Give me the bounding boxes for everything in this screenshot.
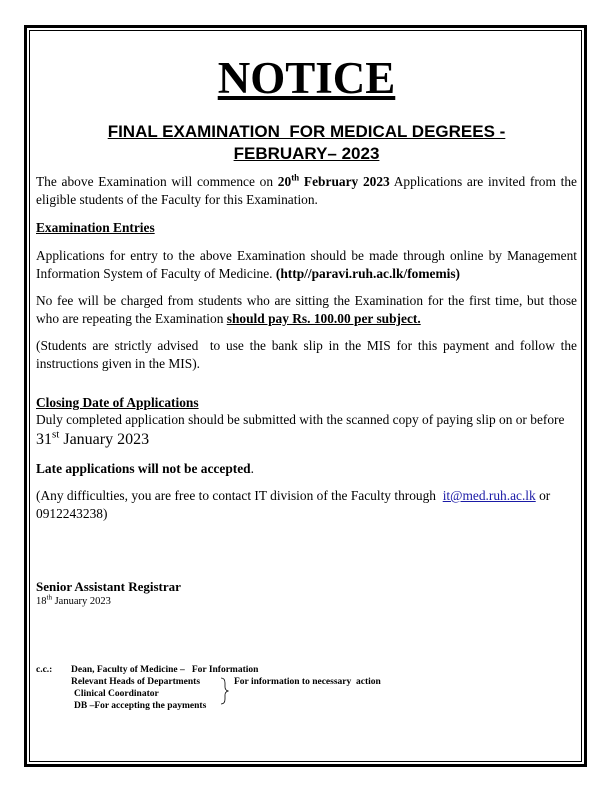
cc-line-2-right: For information to necessary action: [234, 677, 381, 687]
entries-paragraph-3: (Students are strictly advised to use the bank slip in the MIS for this payment and follow the instructions given in the MIS).: [36, 338, 581, 371]
entries-heading: Examination Entries: [36, 220, 155, 235]
entries-text-2: No fee will be charged from students who are sitting the Examination for the first time, but those who are repeating the Examination: [36, 293, 577, 326]
contact-paragraph: [36, 487, 577, 523]
exam-start-day: 20: [277, 174, 292, 189]
fee-notice: should pay Rs. 100.00 per subject.: [226, 311, 421, 326]
cc-bracket: [219, 676, 229, 706]
signature-day: 18: [36, 596, 47, 607]
late-text: Late applications will not be accepted: [36, 461, 251, 476]
closing-suffix: st: [52, 428, 60, 441]
cc-line-1: Dean, Faculty of Medicine – For Information: [71, 665, 259, 675]
notice-content: [36, 52, 581, 608]
closing-heading: Closing Date of Applications: [36, 395, 199, 410]
exam-start-date: [278, 174, 390, 189]
entries-paragraph-1: [36, 247, 577, 283]
contact-phone: 0912243238): [36, 506, 108, 521]
exam-subtitle: [36, 121, 577, 165]
exam-start-suffix: th: [291, 172, 300, 183]
contact-text: (Any difficulties, you are free to contact IT division of the Faculty through: [36, 488, 443, 503]
late-period: .: [250, 461, 254, 476]
intro-text: The above Examination will commence on: [36, 174, 278, 189]
signature-month: January 2023: [51, 596, 111, 607]
intro-text-2: Applications are invited from the eligible students of the Faculty for this Examination.: [36, 174, 577, 207]
exam-start-month: February 2023: [299, 174, 390, 189]
closing-text: Duly completed application should be submitted with the scanned copy of paying slip on or before: [36, 412, 565, 427]
signature-suffix: th: [46, 593, 52, 602]
notice-title: NOTICE: [217, 53, 396, 103]
cc-line-4: DB –For accepting the payments: [74, 701, 207, 711]
cc-label: c.c.:: [36, 665, 53, 675]
cc-row-1: [36, 664, 258, 676]
cc-line-3: Clinical Coordinator: [74, 689, 159, 699]
closing-month: January 2023: [59, 431, 150, 448]
entries-paragraph-2: [36, 292, 577, 328]
late-notice: [36, 460, 577, 478]
exam-subtitle-line1: FINAL EXAMINATION FOR MEDICAL DEGREES -: [107, 122, 506, 141]
contact-email-link[interactable]: it@med.ruh.ac.lk: [442, 488, 536, 503]
signatory-title: Senior Assistant Registrar: [36, 579, 181, 594]
entries-text-1: Applications for entry to the above Examination should be made through online by Management Information System of Faculty of Medicine.: [36, 248, 577, 281]
cc-line-2: Relevant Heads of Departments: [71, 677, 201, 687]
mis-link[interactable]: (http//paravi.ruh.ac.lk/fomemis): [275, 266, 460, 281]
closing-date: [36, 429, 577, 451]
contact-or: or: [535, 488, 551, 503]
exam-subtitle-line2: FEBRUARY– 2023: [233, 144, 380, 163]
closing-day: 31: [36, 431, 52, 448]
signature-date: [36, 595, 577, 608]
intro-paragraph: [36, 173, 577, 209]
